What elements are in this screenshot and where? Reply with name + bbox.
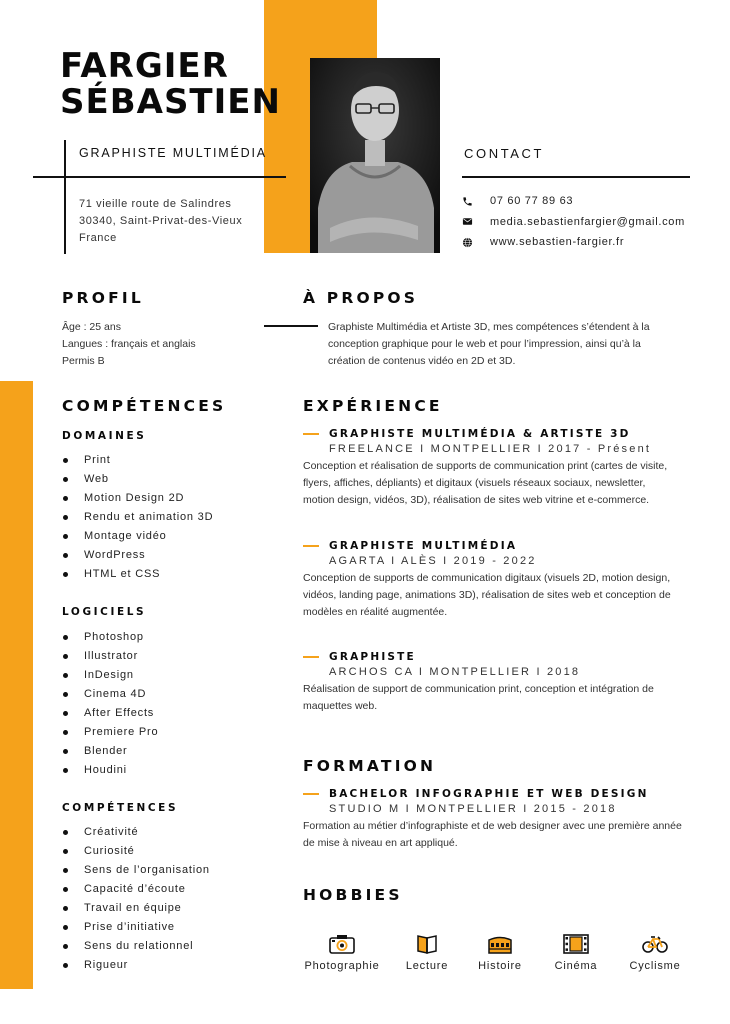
book-icon bbox=[414, 934, 440, 954]
soft-skills-heading: COMPÉTENCES bbox=[62, 802, 179, 814]
experience-description bbox=[303, 681, 703, 715]
formation-item bbox=[303, 788, 703, 852]
list-item: InDesign bbox=[62, 666, 158, 685]
list-item: Blender bbox=[62, 742, 158, 761]
description-line: Réalisation de support de communication print, conception et intégration de bbox=[303, 683, 654, 695]
description-line: modèles en réalité augmentée. bbox=[303, 606, 448, 618]
bicycle-icon bbox=[642, 934, 668, 954]
list-item: After Effects bbox=[62, 704, 158, 723]
job-title: GRAPHISTE MULTIMÉDIA bbox=[79, 146, 267, 160]
description-line: Conception de supports de communication digitaux (visuels 2D, motion design, bbox=[303, 572, 671, 584]
list-item: Montage vidéo bbox=[62, 527, 213, 546]
hobby-histoire bbox=[474, 934, 526, 972]
profil-license: Permis B bbox=[62, 355, 105, 367]
orange-accent-block-left bbox=[0, 381, 33, 989]
list-item: Cinema 4D bbox=[62, 685, 158, 704]
orange-dash bbox=[303, 656, 319, 658]
list-item: Web bbox=[62, 470, 213, 489]
contact-list bbox=[462, 191, 685, 253]
hobby-label: Photographie bbox=[304, 960, 380, 972]
logiciels-list bbox=[62, 628, 158, 780]
list-item: Photoshop bbox=[62, 628, 158, 647]
colosseum-icon bbox=[487, 934, 513, 954]
list-item: Sens de l’organisation bbox=[62, 861, 210, 880]
experience-title: GRAPHISTE MULTIMÉDIA bbox=[329, 540, 518, 552]
apropos-line: création de contenus vidéo en 2D et 3D. bbox=[328, 355, 516, 367]
formation-heading: FORMATION bbox=[303, 757, 437, 775]
contact-email-text[interactable]: media.sebastienfargier@gmail.com bbox=[490, 215, 685, 228]
hobby-lecture bbox=[401, 934, 453, 972]
experience-item bbox=[303, 651, 703, 715]
soft-skills-list bbox=[62, 823, 210, 975]
apropos-heading: À PROPOS bbox=[303, 289, 419, 307]
description-line: vidéos, landing page, animations 3D), réalisation de sites web et conception de bbox=[303, 589, 671, 601]
experience-meta: ARCHOS CA I MONTPELLIER I 2018 bbox=[329, 666, 581, 678]
contact-phone bbox=[462, 191, 685, 212]
formation-description bbox=[303, 818, 703, 852]
formation-meta: STUDIO M I MONTPELLIER I 2015 - 2018 bbox=[329, 803, 617, 815]
address-line: 30340, Saint-Privat-des-Vieux bbox=[79, 215, 243, 227]
globe-icon bbox=[462, 237, 490, 248]
description-line: maquettes web. bbox=[303, 700, 378, 712]
formation-title: BACHELOR INFOGRAPHIE ET WEB DESIGN bbox=[329, 788, 649, 800]
hobby-cyclisme bbox=[624, 934, 686, 972]
name-first-line: FARGIER bbox=[60, 46, 229, 86]
apropos-line: Graphiste Multimédia et Artiste 3D, mes compétences s’étendent à la bbox=[328, 321, 650, 333]
contact-website bbox=[462, 232, 685, 253]
list-item: Sens du relationnel bbox=[62, 937, 210, 956]
list-item: Travail en équipe bbox=[62, 899, 210, 918]
hobby-label: Lecture bbox=[405, 960, 449, 972]
list-item: Curiosité bbox=[62, 842, 210, 861]
experience-item bbox=[303, 540, 703, 621]
camera-icon bbox=[329, 934, 355, 954]
experience-title-row bbox=[303, 540, 703, 552]
contact-divider bbox=[462, 176, 690, 178]
apropos-text bbox=[328, 319, 683, 370]
hobby-label: Histoire bbox=[478, 960, 522, 972]
hobby-label: Cyclisme bbox=[629, 960, 681, 972]
experience-meta: AGARTA I ALÈS I 2019 - 2022 bbox=[329, 555, 537, 567]
hobby-label: Cinéma bbox=[554, 960, 598, 972]
experience-description bbox=[303, 570, 703, 621]
orange-dash bbox=[303, 433, 319, 435]
logiciels-heading: LOGICIELS bbox=[62, 606, 147, 618]
list-item: Rigueur bbox=[62, 956, 210, 975]
list-item: Prise d’initiative bbox=[62, 918, 210, 937]
experience-heading: EXPÉRIENCE bbox=[303, 397, 443, 415]
contact-email bbox=[462, 212, 685, 233]
hobby-cinema bbox=[550, 934, 602, 972]
list-item: WordPress bbox=[62, 546, 213, 565]
list-item: Print bbox=[62, 451, 213, 470]
description-line: Formation au métier d’infographiste et de web designer avec une première année bbox=[303, 820, 682, 832]
portrait-image bbox=[310, 58, 440, 253]
address-line: 71 vieille route de Salindres bbox=[79, 198, 232, 210]
list-item: Premiere Pro bbox=[62, 723, 158, 742]
phone-icon bbox=[462, 196, 490, 207]
apropos-line: conception graphique pour le web et pour l’impression, ainsi qu’à la bbox=[328, 338, 641, 350]
profil-details bbox=[62, 319, 196, 370]
experience-item bbox=[303, 428, 703, 509]
profil-age: Âge : 25 ans bbox=[62, 321, 121, 333]
experience-title-row bbox=[303, 428, 703, 440]
experience-title-row bbox=[303, 651, 703, 663]
list-item: Houdini bbox=[62, 761, 158, 780]
list-item: Rendu et animation 3D bbox=[62, 508, 213, 527]
profil-languages: Langues : français et anglais bbox=[62, 338, 196, 350]
orange-dash bbox=[303, 545, 319, 547]
address-block bbox=[79, 196, 242, 247]
description-line: flyers, affiches, dépliants) et digitaux (visuels réseaux sociaux, newsletter, bbox=[303, 477, 646, 489]
divider-vertical bbox=[64, 140, 66, 254]
description-line: motion design, vidéos, 3D), réalisation de sites web vitrine et e-commerce. bbox=[303, 494, 650, 506]
profil-heading: PROFIL bbox=[62, 289, 144, 307]
experience-description bbox=[303, 458, 703, 509]
hobby-photographie bbox=[304, 934, 380, 972]
list-item: Illustrator bbox=[62, 647, 158, 666]
orange-dash bbox=[303, 793, 319, 795]
experience-meta: FREELANCE I MONTPELLIER I 2017 - Présent bbox=[329, 443, 652, 455]
address-line: France bbox=[79, 232, 117, 244]
list-item: Créativité bbox=[62, 823, 210, 842]
description-line: Conception et réalisation de supports de communication print (cartes de visite, bbox=[303, 460, 668, 472]
contact-heading: CONTACT bbox=[464, 146, 545, 161]
domaines-heading: DOMAINES bbox=[62, 430, 147, 442]
list-item: HTML et CSS bbox=[62, 565, 213, 584]
description-line: de mise à niveau en art appliqué. bbox=[303, 837, 458, 849]
divider-horizontal bbox=[33, 176, 286, 178]
list-item: Capacité d’écoute bbox=[62, 880, 210, 899]
domaines-list bbox=[62, 451, 213, 584]
candidate-name bbox=[60, 48, 281, 120]
experience-title: GRAPHISTE MULTIMÉDIA & ARTISTE 3D bbox=[329, 428, 631, 440]
hobbies-heading: HOBBIES bbox=[303, 886, 403, 904]
formation-title-row bbox=[303, 788, 703, 800]
profile-photo bbox=[310, 58, 440, 253]
apropos-divider bbox=[264, 325, 318, 327]
contact-website-text[interactable]: www.sebastien-fargier.fr bbox=[490, 236, 625, 249]
mail-icon bbox=[462, 216, 490, 227]
contact-phone-text[interactable]: 07 60 77 89 63 bbox=[490, 195, 574, 208]
film-icon bbox=[563, 934, 589, 954]
experience-title: GRAPHISTE bbox=[329, 651, 416, 663]
competences-heading: COMPÉTENCES bbox=[62, 397, 227, 415]
list-item: Motion Design 2D bbox=[62, 489, 213, 508]
name-second-line: SÉBASTIEN bbox=[60, 82, 281, 122]
